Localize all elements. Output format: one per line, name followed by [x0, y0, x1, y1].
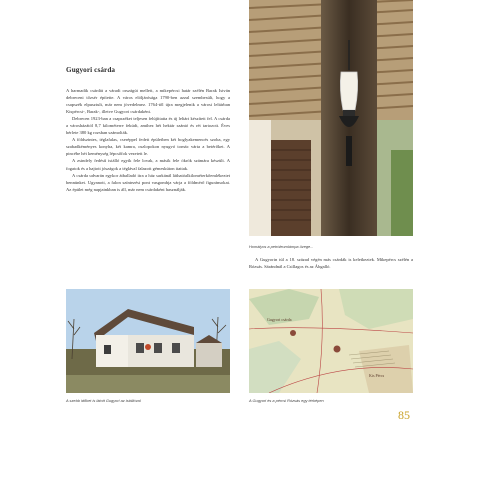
paragraph-1: A harmadik csárdát a váradi országút mellett, a mikepércsi határ szélén Barak István debreceni tőzsér építette. A város elöljárósága 1790-ben azzal szembesült, hogy a csapszék elpusztult, már nem jövedelmez. 1764-től újra megjelenik a városi leltárban Kispércsi-, Barak-, illetve Gugyori csárdaként.	[66, 88, 230, 115]
csarda-building-photo	[66, 289, 230, 393]
paragraph-3: A földszintes, téglafalas, cseréppel fedett épületben két boglyakemencés szoba, egy szabadkéményes konyha, két kamra, oszlopokon nyugvó tornác várta a betérőket. A pincébe hét keménység lépcsőfok vezetett le.	[66, 137, 230, 157]
historic-map-photo	[249, 289, 413, 393]
historic-map-image	[249, 289, 413, 393]
lamp-photo	[249, 0, 413, 236]
paragraph-2: Debrecen 1923-ban a csapszéket teljesen felújíttatta és új leltárt készített fel. A csárda a városházától 8,7 kilométerre feküdt, amihez hét hektár szántó és rét tartozott. Éves bérlete 380 kg rozsban számolták.	[66, 116, 230, 136]
csarda-building-image	[66, 289, 230, 393]
right-text-block	[249, 256, 413, 270]
section-title: Gugyori csárda	[66, 66, 116, 74]
building-caption: A szebb időket is látott Gugyori az istállóval	[66, 398, 141, 403]
left-column	[66, 66, 230, 193]
lamp-photo-image	[249, 0, 413, 236]
page-number: 85	[398, 408, 410, 422]
paragraph-4: A zsindely fedésű istálló egyik fele lovak, a másik fele ökrök számára készült. A fogatok és a hajtott jószágok a téglával falazott gémeskúton itattak.	[66, 158, 230, 171]
paragraph-5: A csárda udvarán egykor átballadó itra a ház sarkánál láthatóalkilométerkőemlékeztet bennünket. Ugyanott, a falon színtezési pont vasgombja várja a földmérő figuránsokat. Az épület még napjainkban is áll, már nem csárdaként használják.	[66, 172, 230, 192]
lamp-caption: Homályos a petróleumlámpa üvege...	[249, 244, 314, 249]
map-caption: A Gugyori és a pércsi Rózsás egy térképen	[249, 398, 324, 403]
right-paragraph: A Gugyorin túl a 18. század végén más csárdák is keletkeztek. Mikepércs szélén a Rózsás. Sárándnál a Csillagos és az Ábgalló.	[249, 257, 413, 270]
map-label-kispercs: Kis Pércs	[369, 373, 385, 378]
map-label-gugyori: Gugyori csárda	[267, 317, 292, 322]
